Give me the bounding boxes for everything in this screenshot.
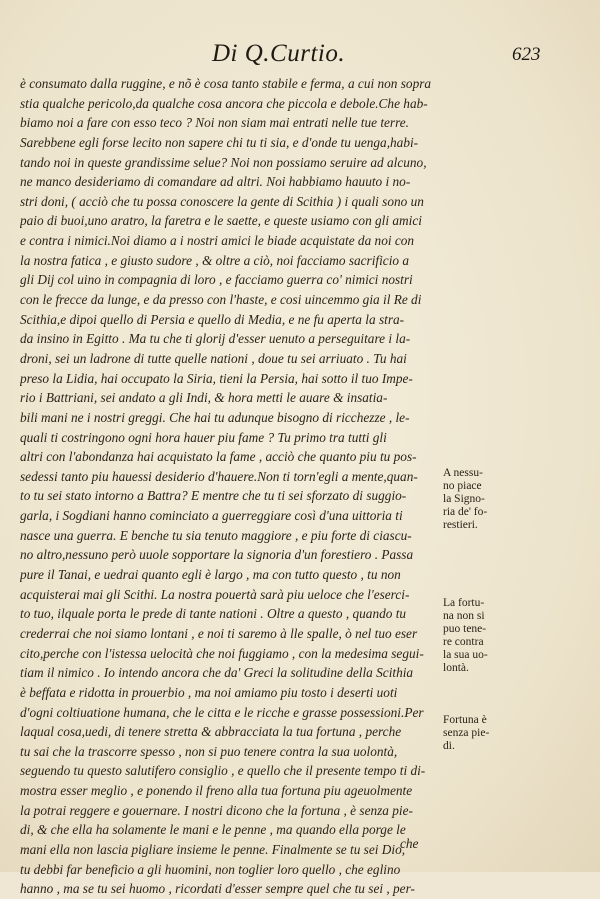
margin-note	[443, 714, 513, 753]
main-text-block	[20, 74, 456, 899]
text-line: tu debbi far beneficio a gli huomini, non toglier loro quello , che eglino	[20, 861, 401, 877]
text-line: di, & che ella ha solamente le mani e le penne , ma quando ella porge le	[20, 822, 406, 838]
text-line: to tuo, ilquale porta le prede di tante nationi . Oltre a questo , quando tu	[20, 606, 407, 622]
margin-note	[443, 467, 513, 532]
text-line: d'ogni coltiuatione humana, che le citta e le ricche e grasse possessioni.Per	[20, 704, 424, 720]
margin-note	[443, 597, 513, 675]
text-line: laqual cosa,uedi, di tenere stretta & abbracciata la tua fortuna , perche	[20, 724, 402, 740]
text-line: paio di buoi,uno aratro, la faretra e le saette, e queste usiamo con gli amici	[20, 213, 422, 229]
text-line: la potrai reggere e gouernare. I nostri dicono che la fortuna , è senza pie-	[20, 802, 413, 818]
text-line: tu sai che la trascorre spesso , non si puo tenere contra la sua uolontà,	[20, 743, 398, 759]
running-head-title: Di Q.Curtio.	[212, 40, 346, 67]
margin-note-line: lontà.	[443, 662, 469, 674]
text-line: quali ti costringono ogni hora hauer piu fame ? Tu primo tra tutti gli	[20, 429, 387, 445]
margin-note-line: senza pie-	[443, 727, 490, 739]
text-line: seguendo tu questo salutifero consiglio , e quello che il presente tempo ti di-	[20, 763, 426, 779]
text-line: la nostra fatica , e giusto sudore , & oltre a ciò, noi facciamo sacrificio a	[20, 252, 410, 268]
text-line: bili mani ne i nostri greggi. Che hai tu adunque bisogno di ricchezze , le-	[20, 409, 410, 425]
text-line: Sarebbene egli forse lecito non sapere chi tu ti sia, e d'onde tu uenga,habi-	[20, 134, 419, 150]
margin-note-line: di.	[443, 740, 455, 752]
margin-note-line: na non si	[443, 610, 485, 622]
margin-note-line: Fortuna è	[443, 714, 487, 726]
text-line: mostra esser meglio , e ponendo il freno alla tua fortuna piu ageuolmente	[20, 783, 413, 799]
text-line: hanno , ma se tu sei huomo , ricordati d'esser sempre quel che tu sei , per-	[20, 881, 415, 897]
text-line: tando noi in queste grandissime selue? Noi non possiamo seruire ad alcuno,	[20, 154, 427, 170]
text-line: gli Dij col uino in compagnia di loro , e facciamo guerra co' nimici nostri	[20, 272, 413, 288]
text-line: è consumato dalla ruggine, e nõ è cosa tanto stabile e ferma, a cui non sopra	[20, 76, 432, 91]
text-line: con le frecce da lunge, e da presso con l'haste, e cosi uincemmo gia il Re di	[20, 292, 422, 308]
margin-note-line: A nessu-	[443, 467, 483, 479]
text-line: mani ella non lascia pigliare insieme le penne. Finalmente se tu sei Dio,	[20, 841, 406, 857]
margin-note-line: la sua uo-	[443, 649, 488, 661]
text-line: to tu sei stato intorno a Battra? E mentre che tu ti sei sforzato di suggio-	[20, 488, 407, 504]
text-line: acquisterai mai gli Scithi. La nostra pouertà sarà piu ueloce che l'eserci-	[20, 586, 410, 602]
text-line: nasce una guerra. E benche tu sia tenuto maggiore , e piu forte di ciascu-	[20, 527, 412, 543]
margin-note-line: la Signo-	[443, 493, 485, 505]
margin-note-line: La fortu-	[443, 597, 485, 609]
text-line: no altro,nessuno però uuole sopportare la signoria d'un forestiero . Passa	[20, 547, 414, 563]
margin-note-line: re contra	[443, 636, 484, 648]
text-line: altri con l'abondanza hai acquistato la fame , acciò che quanto piu tu pos-	[20, 449, 417, 465]
margin-note-line: no piace	[443, 480, 482, 492]
margin-note-line: ria de' fo-	[443, 506, 488, 518]
catchword: che	[400, 836, 419, 851]
text-line: pure il Tanai, e uedrai quanto egli è largo , ma con tutto questo , tu non	[20, 567, 401, 583]
margin-note-line: restieri.	[443, 519, 478, 531]
text-line: stia qualche pericolo,da qualche cosa ancora che piccola e debole.Che hab-	[20, 95, 428, 111]
text-line: è beffata e ridotta in prouerbio , ma noi amiamo piu tosto i deserti uoti	[20, 684, 398, 700]
text-line: crederrai che noi siamo lontani , e noi ti saremo à lle spalle, ò nel tuo eser	[20, 625, 418, 641]
text-line: e contra i nimici.Noi diamo a i nostri amici le biade acquistate da noi con	[20, 233, 415, 249]
text-line: biamo noi a fare con esso teco ? Noi non siam mai entrati nelle tue terre.	[20, 115, 410, 131]
text-line: stri doni, ( acciò che tu possa conoscere la gente di Scithia ) i quali sono un	[20, 193, 424, 209]
text-line: sedessi tanto piu hauessi desiderio d'hauere.Non ti torn'egli a mente,quan-	[20, 468, 418, 484]
text-line: da insino in Egitto . Ma tu che ti glorij d'esser uenuto a perseguitare i la-	[20, 331, 411, 347]
text-line: droni, sei un ladrone di tutte quelle nationi , doue tu sei arriuato . Tu hai	[20, 350, 407, 366]
page-number: 623	[512, 44, 541, 65]
text-line: ne manco desideriamo di comandare ad altri. Noi habbiamo hauuto i no-	[20, 174, 411, 190]
text-line: cito,perche con l'istessa uelocità che noi fuggiamo , con la medesima segui-	[20, 645, 424, 661]
text-line: garla, i Sogdiani hanno cominciato a guerreggiare così d'una uittoria ti	[20, 508, 403, 524]
text-line: tiam il nimico . Io intendo ancora che da' Greci la solitudine della Scithia	[20, 665, 414, 681]
text-line: preso la Lidia, hai occupato la Siria, tieni la Persia, hai sotto il tuo Impe-	[20, 370, 413, 386]
text-line: rio i Battriani, sei andato a gli Indi, & hora metti le auare & insatia-	[20, 390, 388, 406]
margin-note-line: puo tene-	[443, 623, 487, 635]
text-line: Scithia,e dipoi quello di Persia e quello di Media, e ne fu aperta la stra-	[20, 311, 405, 327]
